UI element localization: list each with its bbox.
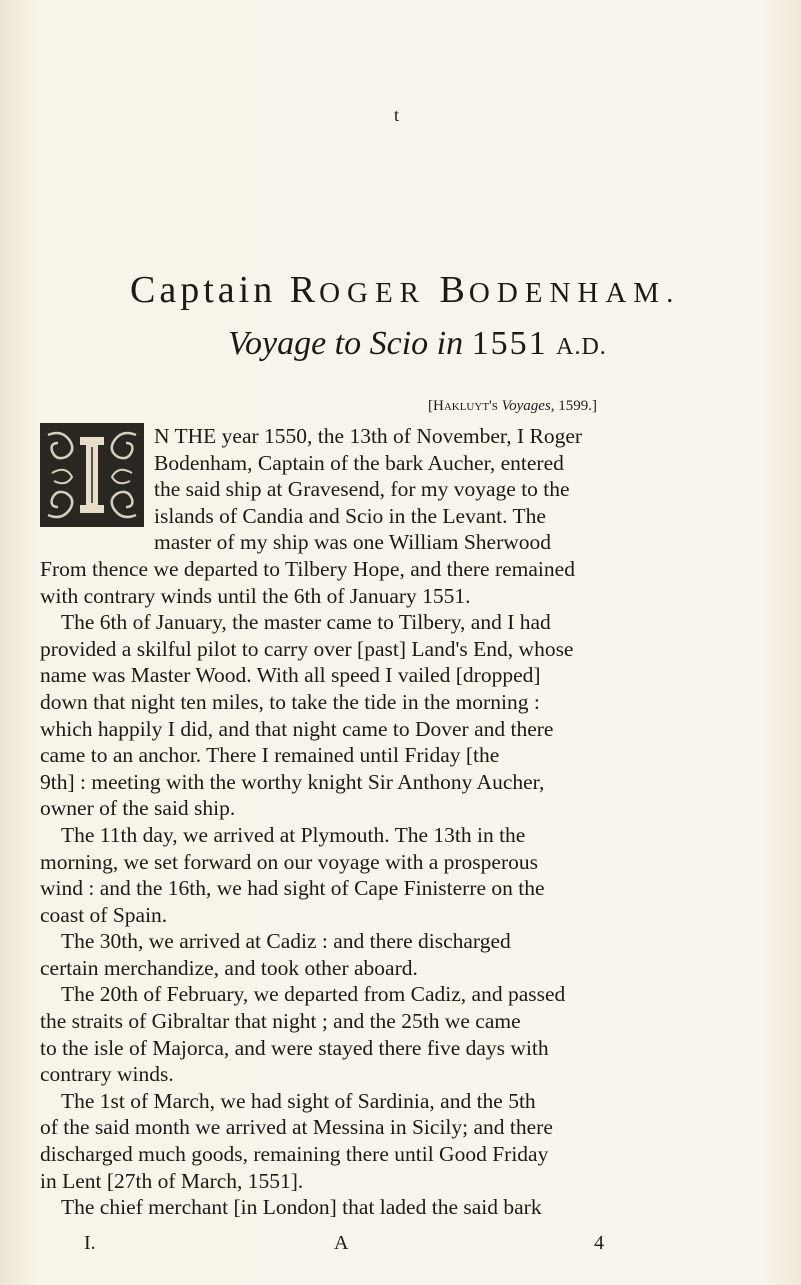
text-line: wind : and the 16th, we had sight of Cape Finisterre on the <box>40 876 545 901</box>
text-line: contrary winds. <box>40 1062 174 1087</box>
text-line: master of my ship was one William Sherwood <box>154 530 552 555</box>
text-line: which happily I did, and that night came to Dover and there <box>40 716 554 741</box>
footer-signature: A <box>334 1232 349 1254</box>
text-line: The chief merchant [in London] that laded the said bark <box>61 1195 542 1220</box>
text-line: discharged much goods, remaining there until Good Friday <box>40 1142 549 1167</box>
subtitle-text: Voyage to Scio in <box>228 325 464 362</box>
text-line: The 30th, we arrived at Cadiz : and there discharged <box>61 929 511 954</box>
title-initial-r: R <box>289 269 320 311</box>
text-line: the said ship at Gravesend, for my voyage to the <box>154 477 570 502</box>
text-line: the straits of Gibraltar that night ; and the 25th we came <box>40 1009 521 1034</box>
text-line: of the said month we arrived at Messina in Sicily; and there <box>40 1115 553 1140</box>
title-word-roger: OGER <box>319 277 427 309</box>
text-line: 9th] : meeting with the worthy knight Sir Anthony Aucher, <box>40 769 545 794</box>
text-line: The 1st of March, we had sight of Sardinia, and the 5th <box>61 1088 536 1113</box>
text-line: The 11th day, we arrived at Plymouth. The 13th in the <box>61 822 526 847</box>
subtitle-era: A.D. <box>556 334 607 360</box>
title-word-bodenham: ODENHAM. <box>468 277 681 309</box>
page-footer <box>84 1232 644 1258</box>
text-line: morning, we set forward on our voyage with a prosperous <box>40 849 538 874</box>
footer-number: 4 <box>594 1232 604 1254</box>
text-line: certain merchandize, and took other aboard. <box>40 955 418 980</box>
body-text <box>40 423 770 1221</box>
text-line: From thence we departed to Tilbery Hope, and there remained <box>40 556 575 581</box>
text-line: came to an anchor. There I remained until Friday [the <box>40 743 500 768</box>
source-author: [Hakluyt's <box>428 398 498 414</box>
text-line: islands of Candia and Scio in the Levant. The <box>154 503 546 528</box>
text-line: coast of Spain. <box>40 902 168 927</box>
text-line: owner of the said ship. <box>40 796 236 821</box>
source-citation <box>428 398 597 415</box>
source-year: 1599.] <box>558 398 598 414</box>
text-line: The 6th of January, the master came to Tilbery, and I had <box>61 610 551 635</box>
text-line: The 20th of February, we departed from Cadiz, and passed <box>61 982 566 1007</box>
text-line: provided a skilful pilot to carry over [past] Land's End, whose <box>40 636 574 661</box>
chapter-title <box>130 268 680 312</box>
text-line: with contrary winds until the 6th of January 1551. <box>40 583 471 608</box>
footer-volume: I. <box>84 1232 96 1254</box>
text-line: in Lent [27th of March, 1551]. <box>40 1168 304 1193</box>
subtitle-year: 1551 <box>471 325 548 362</box>
title-initial-b: B <box>439 269 469 311</box>
title-word-captain: Captain <box>130 269 277 311</box>
text-line: N THE year 1550, the 13th of November, I Roger <box>154 424 583 448</box>
text-line: down that night ten miles, to take the tide in the morning : <box>40 689 540 714</box>
text-line: name was Master Wood. With all speed I vailed [dropped] <box>40 663 541 688</box>
page-mark: t <box>394 105 400 125</box>
text-line: Bodenham, Captain of the bark Aucher, entered <box>154 450 564 475</box>
subtitle <box>228 325 607 363</box>
source-work: Voyages, <box>501 398 555 414</box>
text-line: to the isle of Majorca, and were stayed there five days with <box>40 1035 549 1060</box>
